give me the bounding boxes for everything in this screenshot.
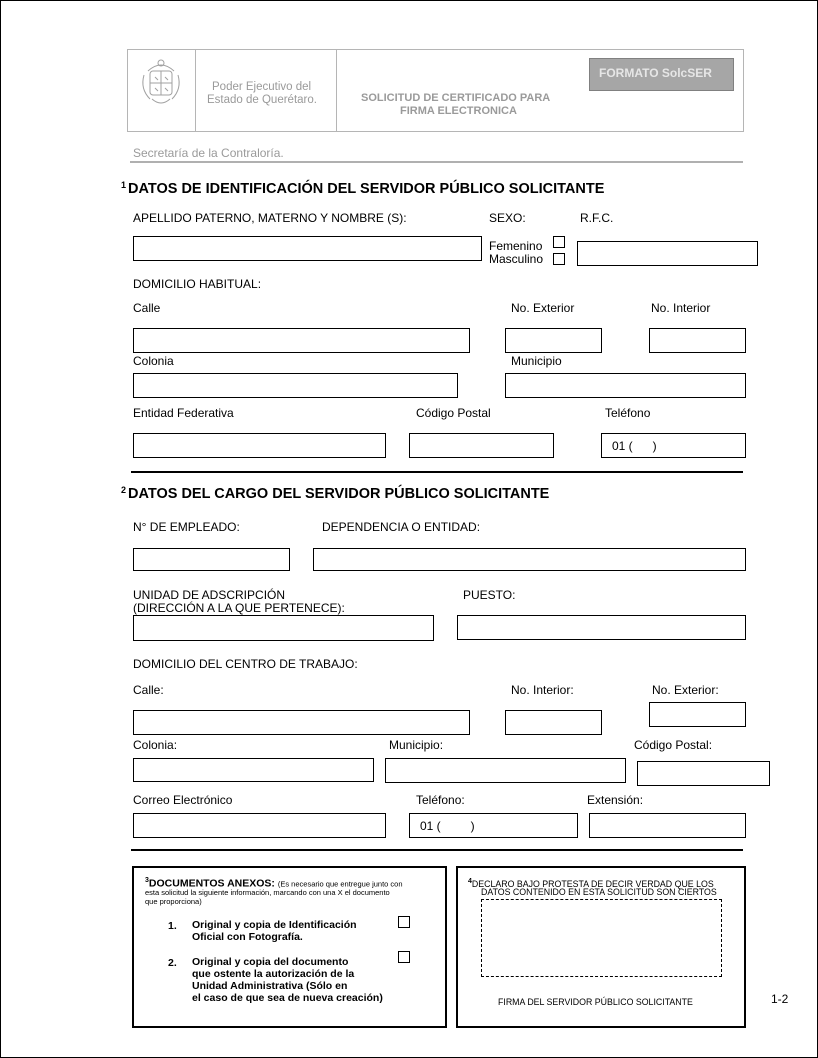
- doc-item-1-number: 1.: [168, 920, 177, 932]
- no-interior-field[interactable]: [649, 328, 746, 353]
- header-divider-2: [336, 49, 337, 132]
- unidad-label-line-2: (DIRECCIÓN A LA QUE PERTENECE):: [133, 601, 345, 615]
- declaracion-line-2: DATOS CONTENIDO EN ESTA SOLICITUD SON CIERTOS: [481, 887, 717, 897]
- doc-item-2-line-4: el caso de que sea de nueva creación): [192, 992, 383, 1004]
- format-badge-label: FORMATO SolcSER: [599, 66, 712, 80]
- doc-item-1-line-1: Original y copia de Identificación: [192, 919, 357, 931]
- trabajo-codigo-postal-label: Código Postal:: [634, 738, 713, 752]
- firma-label: FIRMA DEL SERVIDOR PÚBLICO SOLICITANTE: [498, 997, 693, 1007]
- trabajo-telefono-value: 01 ( ): [420, 819, 475, 833]
- section-2-rule: [131, 849, 743, 851]
- rfc-field[interactable]: [577, 241, 758, 266]
- calle-field[interactable]: [133, 328, 470, 353]
- trabajo-no-interior-field[interactable]: [505, 710, 602, 735]
- femenino-checkbox[interactable]: [553, 236, 565, 248]
- trabajo-no-interior-label: No. Interior:: [511, 683, 574, 697]
- telefono-value: 01 ( ): [612, 439, 657, 453]
- section-3-note-inline: (Es necesario que entregue junto con: [277, 879, 403, 889]
- colonia-field[interactable]: [133, 373, 458, 398]
- section-2-number: 2: [121, 485, 127, 495]
- gov-line-2: Estado de Querétaro.: [207, 94, 317, 106]
- calle-label: Calle: [133, 301, 161, 315]
- masculino-checkbox[interactable]: [553, 253, 565, 265]
- no-exterior-label: No. Exterior: [511, 301, 575, 315]
- gov-line-1: Poder Ejecutivo del: [212, 81, 312, 93]
- correo-label: Correo Electrónico: [133, 793, 233, 807]
- trabajo-no-exterior-label: No. Exterior:: [652, 683, 719, 697]
- section-3-note-line-2: esta solicitud la siguiente información, marcando con una X el documento: [145, 888, 390, 897]
- doc-item-1-line-2: Oficial con Fotografía.: [192, 931, 303, 943]
- municipio-field[interactable]: [505, 373, 746, 398]
- form-title-line-1: SOLICITUD DE CERTIFICADO PARA: [361, 92, 551, 104]
- section-4-number: 4: [468, 878, 472, 885]
- sexo-label: SEXO:: [489, 211, 526, 225]
- trabajo-calle-field[interactable]: [133, 710, 470, 735]
- empleado-label: N° DE EMPLEADO:: [133, 520, 240, 534]
- section-1-title-text: DATOS DE IDENTIFICACIÓN DEL SERVIDOR PÚBLICO SOLICITANTE: [128, 181, 605, 197]
- codigo-postal-label: Código Postal: [416, 406, 491, 420]
- format-badge: [589, 58, 734, 91]
- unidad-label-line-1: UNIDAD DE ADSCRIPCIÓN: [133, 588, 286, 602]
- section-1-rule: [131, 471, 743, 473]
- unidad-field[interactable]: [133, 615, 434, 641]
- section-2-title-text: DATOS DEL CARGO DEL SERVIDOR PÚBLICO SOLICITANTE: [128, 486, 550, 502]
- trabajo-colonia-field[interactable]: [133, 758, 374, 782]
- dependencia-field[interactable]: [313, 548, 746, 571]
- section-3-note-line-3: que proporciona): [145, 897, 202, 906]
- telefono-field[interactable]: [601, 433, 746, 458]
- trabajo-telefono-field[interactable]: [409, 813, 578, 838]
- doc-item-2-line-1: Original y copia del documento: [192, 956, 349, 968]
- section-3-number: 3: [145, 877, 149, 884]
- trabajo-no-exterior-field[interactable]: [649, 702, 746, 727]
- doc-item-2-number: 2.: [168, 957, 177, 969]
- entidad-label: Entidad Federativa: [133, 406, 234, 420]
- no-interior-label: No. Interior: [651, 301, 711, 315]
- declaracion-line-1-text: DECLARO BAJO PROTESTA DE DECIR VERDAD QUE LOS: [471, 878, 714, 889]
- doc-item-2-checkbox[interactable]: [398, 951, 410, 963]
- no-exterior-field[interactable]: [505, 328, 602, 353]
- trabajo-municipio-label: Municipio:: [389, 738, 444, 752]
- colonia-label: Colonia: [133, 354, 174, 368]
- domicilio-habitual-label: DOMICILIO HABITUAL:: [133, 277, 262, 291]
- trabajo-codigo-postal-field[interactable]: [637, 761, 770, 786]
- trabajo-telefono-label: Teléfono:: [416, 793, 465, 807]
- section-2-title: [121, 486, 549, 502]
- doc-item-1-checkbox[interactable]: [398, 916, 410, 928]
- rfc-label: R.F.C.: [580, 211, 614, 225]
- section-1-number: 1: [121, 180, 127, 190]
- domicilio-trabajo-label: DOMICILIO DEL CENTRO DE TRABAJO:: [133, 657, 358, 671]
- name-field[interactable]: [133, 236, 482, 261]
- trabajo-calle-label: Calle:: [133, 683, 164, 697]
- telefono-label: Teléfono: [605, 406, 651, 420]
- entidad-field[interactable]: [133, 433, 386, 458]
- extension-label: Extensión:: [587, 793, 644, 807]
- page-number: 1-2: [771, 992, 789, 1006]
- trabajo-municipio-field[interactable]: [385, 758, 626, 783]
- masculino-label: Masculino: [489, 252, 544, 266]
- section-3-title: DOCUMENTOS ANEXOS:: [148, 877, 275, 890]
- puesto-label: PUESTO:: [463, 588, 516, 602]
- signature-area[interactable]: [481, 899, 722, 977]
- doc-item-2-line-2: que ostente la autorización de la: [192, 968, 355, 980]
- extension-field[interactable]: [589, 813, 746, 838]
- trabajo-colonia-label: Colonia:: [133, 738, 178, 752]
- doc-item-2-line-3: Unidad Administrativa (Sólo en: [192, 980, 348, 992]
- puesto-field[interactable]: [457, 615, 746, 640]
- section-1-title: [121, 181, 604, 197]
- dependencia-label: DEPENDENCIA O ENTIDAD:: [322, 520, 481, 534]
- empleado-field[interactable]: [133, 548, 290, 571]
- secretaria-label: Secretaría de la Contraloría.: [133, 146, 284, 160]
- femenino-label: Femenino: [489, 239, 543, 253]
- codigo-postal-field[interactable]: [409, 433, 554, 458]
- secretaria-rule: [130, 161, 743, 163]
- correo-field[interactable]: [133, 813, 386, 838]
- form-title-line-2: FIRMA ELECTRONICA: [400, 105, 517, 117]
- municipio-label: Municipio: [511, 354, 562, 368]
- coat-of-arms-icon: [138, 55, 184, 111]
- header-divider-1: [195, 49, 196, 132]
- name-label: APELLIDO PATERNO, MATERNO Y NOMBRE (S):: [133, 211, 407, 225]
